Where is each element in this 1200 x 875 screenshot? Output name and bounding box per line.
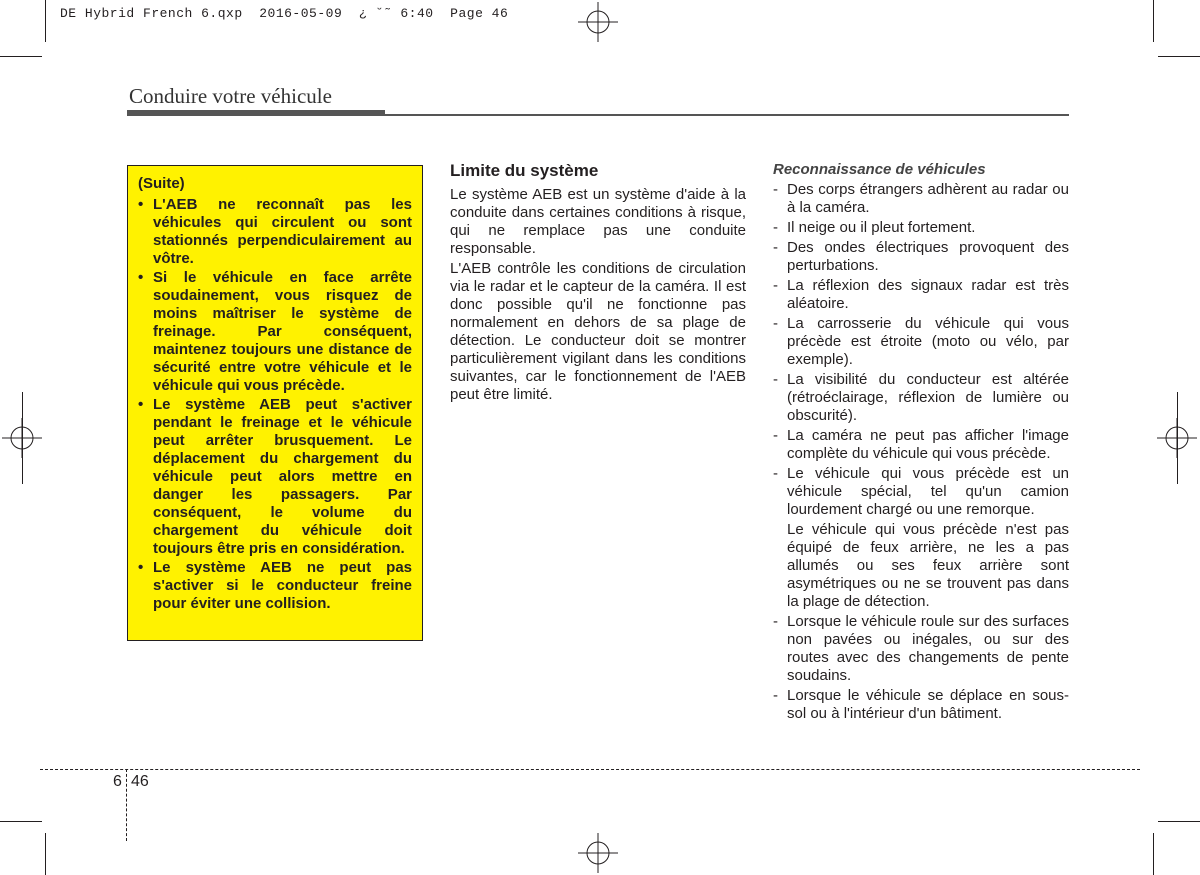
dash-icon: - (773, 371, 778, 388)
list-item-text: La réflexion des signaux radar est très aléatoire. (787, 277, 1069, 312)
dash-icon: - (773, 465, 778, 482)
list-item (773, 427, 1069, 463)
list-item (773, 181, 1069, 217)
vehicle-recognition-heading: Reconnaissance de véhicules (773, 161, 986, 178)
bullet-icon: • (138, 396, 144, 413)
header-rule-thick (127, 110, 385, 116)
section-number: 6 (113, 773, 122, 790)
list-item (773, 371, 1069, 425)
system-limit-section (450, 160, 746, 406)
list-item (773, 613, 1069, 685)
warning-item (138, 559, 412, 613)
warning-item (138, 269, 412, 395)
dash-icon: - (773, 613, 778, 630)
list-item (773, 277, 1069, 313)
list-item-text: Il neige ou il pleut fortement. (787, 219, 976, 236)
bullet-icon: • (138, 559, 144, 576)
paragraph: Le système AEB est un système d'aide à la conduite dans certaines conditions à risque, qui ne remplace pas une conduite responsable. (450, 186, 746, 257)
bullet-icon: • (138, 196, 144, 213)
bullet-icon: • (138, 269, 144, 286)
crop-mark (22, 392, 23, 484)
warning-box (127, 165, 423, 641)
list-item (773, 465, 1069, 519)
crop-mark (1153, 0, 1154, 42)
footer-divider (126, 769, 127, 841)
crop-mark (1153, 833, 1154, 875)
list-item-text: Le véhicule qui vous précède est un véhicule spécial, tel qu'un camion lourdement chargé ou une remorque. (787, 465, 1069, 518)
list-item-text: Des ondes électriques provoquent des perturbations. (787, 239, 1069, 274)
list-item-text: Lorsque le véhicule roule sur des surfaces non pavées ou inégales, ou sur des routes avec des changements de pente soudains. (787, 613, 1069, 684)
dash-icon: - (773, 181, 778, 198)
condition-list (773, 181, 1069, 519)
list-item-text: La caméra ne peut pas afficher l'image complète du véhicule qui vous précède. (787, 427, 1069, 462)
warning-item-text: Le système AEB ne peut pas s'activer si le conducteur freine pour éviter une collision. (153, 559, 412, 612)
list-item (773, 239, 1069, 275)
system-limit-heading: Limite du système (450, 161, 599, 180)
registration-mark-icon (578, 833, 618, 873)
crop-mark (0, 56, 42, 57)
warning-item-text: Si le véhicule en face arrête soudainement, vous risquez de moins maîtriser le système de freinage. Par conséquent, maintenez toujours une distance de sécurité entre votre véhicule et le véhicule qui vous précède. (153, 269, 412, 394)
dash-icon: - (773, 239, 778, 256)
registration-mark-icon (578, 2, 618, 42)
list-item-text: Lorsque le véhicule se déplace en sous-sol ou à l'intérieur d'un bâtiment. (787, 687, 1069, 722)
dash-icon: - (773, 277, 778, 294)
dash-icon: - (773, 687, 778, 704)
print-header: DE Hybrid French 6.qxp 2016-05-09 ¿ ˘˜ 6:40 Page 46 (60, 6, 509, 21)
header-rule-thin (385, 114, 1069, 116)
warning-item-text: Le système AEB peut s'activer pendant le freinage et le véhicule peut arrêter brusquement. Le déplacement du chargement du véhicule peut alors mettre en danger les passagers. Par conséquent, le volume du chargement du véhicule doit toujours être pris en considération. (153, 396, 412, 557)
page-number: 46 (131, 773, 149, 790)
vehicle-recognition-section (773, 160, 1069, 725)
list-item-text: Des corps étrangers adhèrent au radar ou à la caméra. (787, 181, 1069, 216)
dash-icon: - (773, 427, 778, 444)
list-item-text: La carrosserie du véhicule qui vous précède est étroite (moto ou vélo, par exemple). (787, 315, 1069, 368)
crop-mark (45, 833, 46, 875)
list-item-text: La visibilité du conducteur est altérée (rétroéclairage, réflexion de lumière ou obscurité). (787, 371, 1069, 424)
list-note: Le véhicule qui vous précède n'est pas équipé de feux arrière, ne les a pas allumés ou ses feux arrière sont asymétriques ou ne se trouvent pas dans la plage de détection. (787, 521, 1069, 610)
paragraph: L'AEB contrôle les conditions de circulation via le radar et le capteur de la caméra. Il est donc possible qu'il ne fonctionne pas normalement en dehors de sa plage de détection. Le conducteur doit se montrer particulièrement vigilant dans les conditions suivantes, car le fonctionnement de l'AEB peut être limité. (450, 260, 746, 403)
footer-rule (40, 769, 1140, 770)
crop-mark (0, 821, 42, 822)
section-title: Conduire votre véhicule (129, 84, 332, 108)
warning-item (138, 196, 412, 268)
crop-mark (1158, 56, 1200, 57)
warning-item (138, 396, 412, 558)
warning-item-text: L'AEB ne reconnaît pas les véhicules qui circulent ou sont stationnés perpendiculairement au vôtre. (153, 196, 412, 267)
warning-heading: (Suite) (138, 175, 185, 192)
crop-mark (1177, 392, 1178, 484)
warning-list (138, 196, 412, 613)
list-item (773, 219, 1069, 237)
condition-list-continued (773, 613, 1069, 723)
list-item (773, 315, 1069, 369)
list-item (773, 687, 1069, 723)
dash-icon: - (773, 219, 778, 236)
crop-mark (1158, 821, 1200, 822)
dash-icon: - (773, 315, 778, 332)
crop-mark (45, 0, 46, 42)
